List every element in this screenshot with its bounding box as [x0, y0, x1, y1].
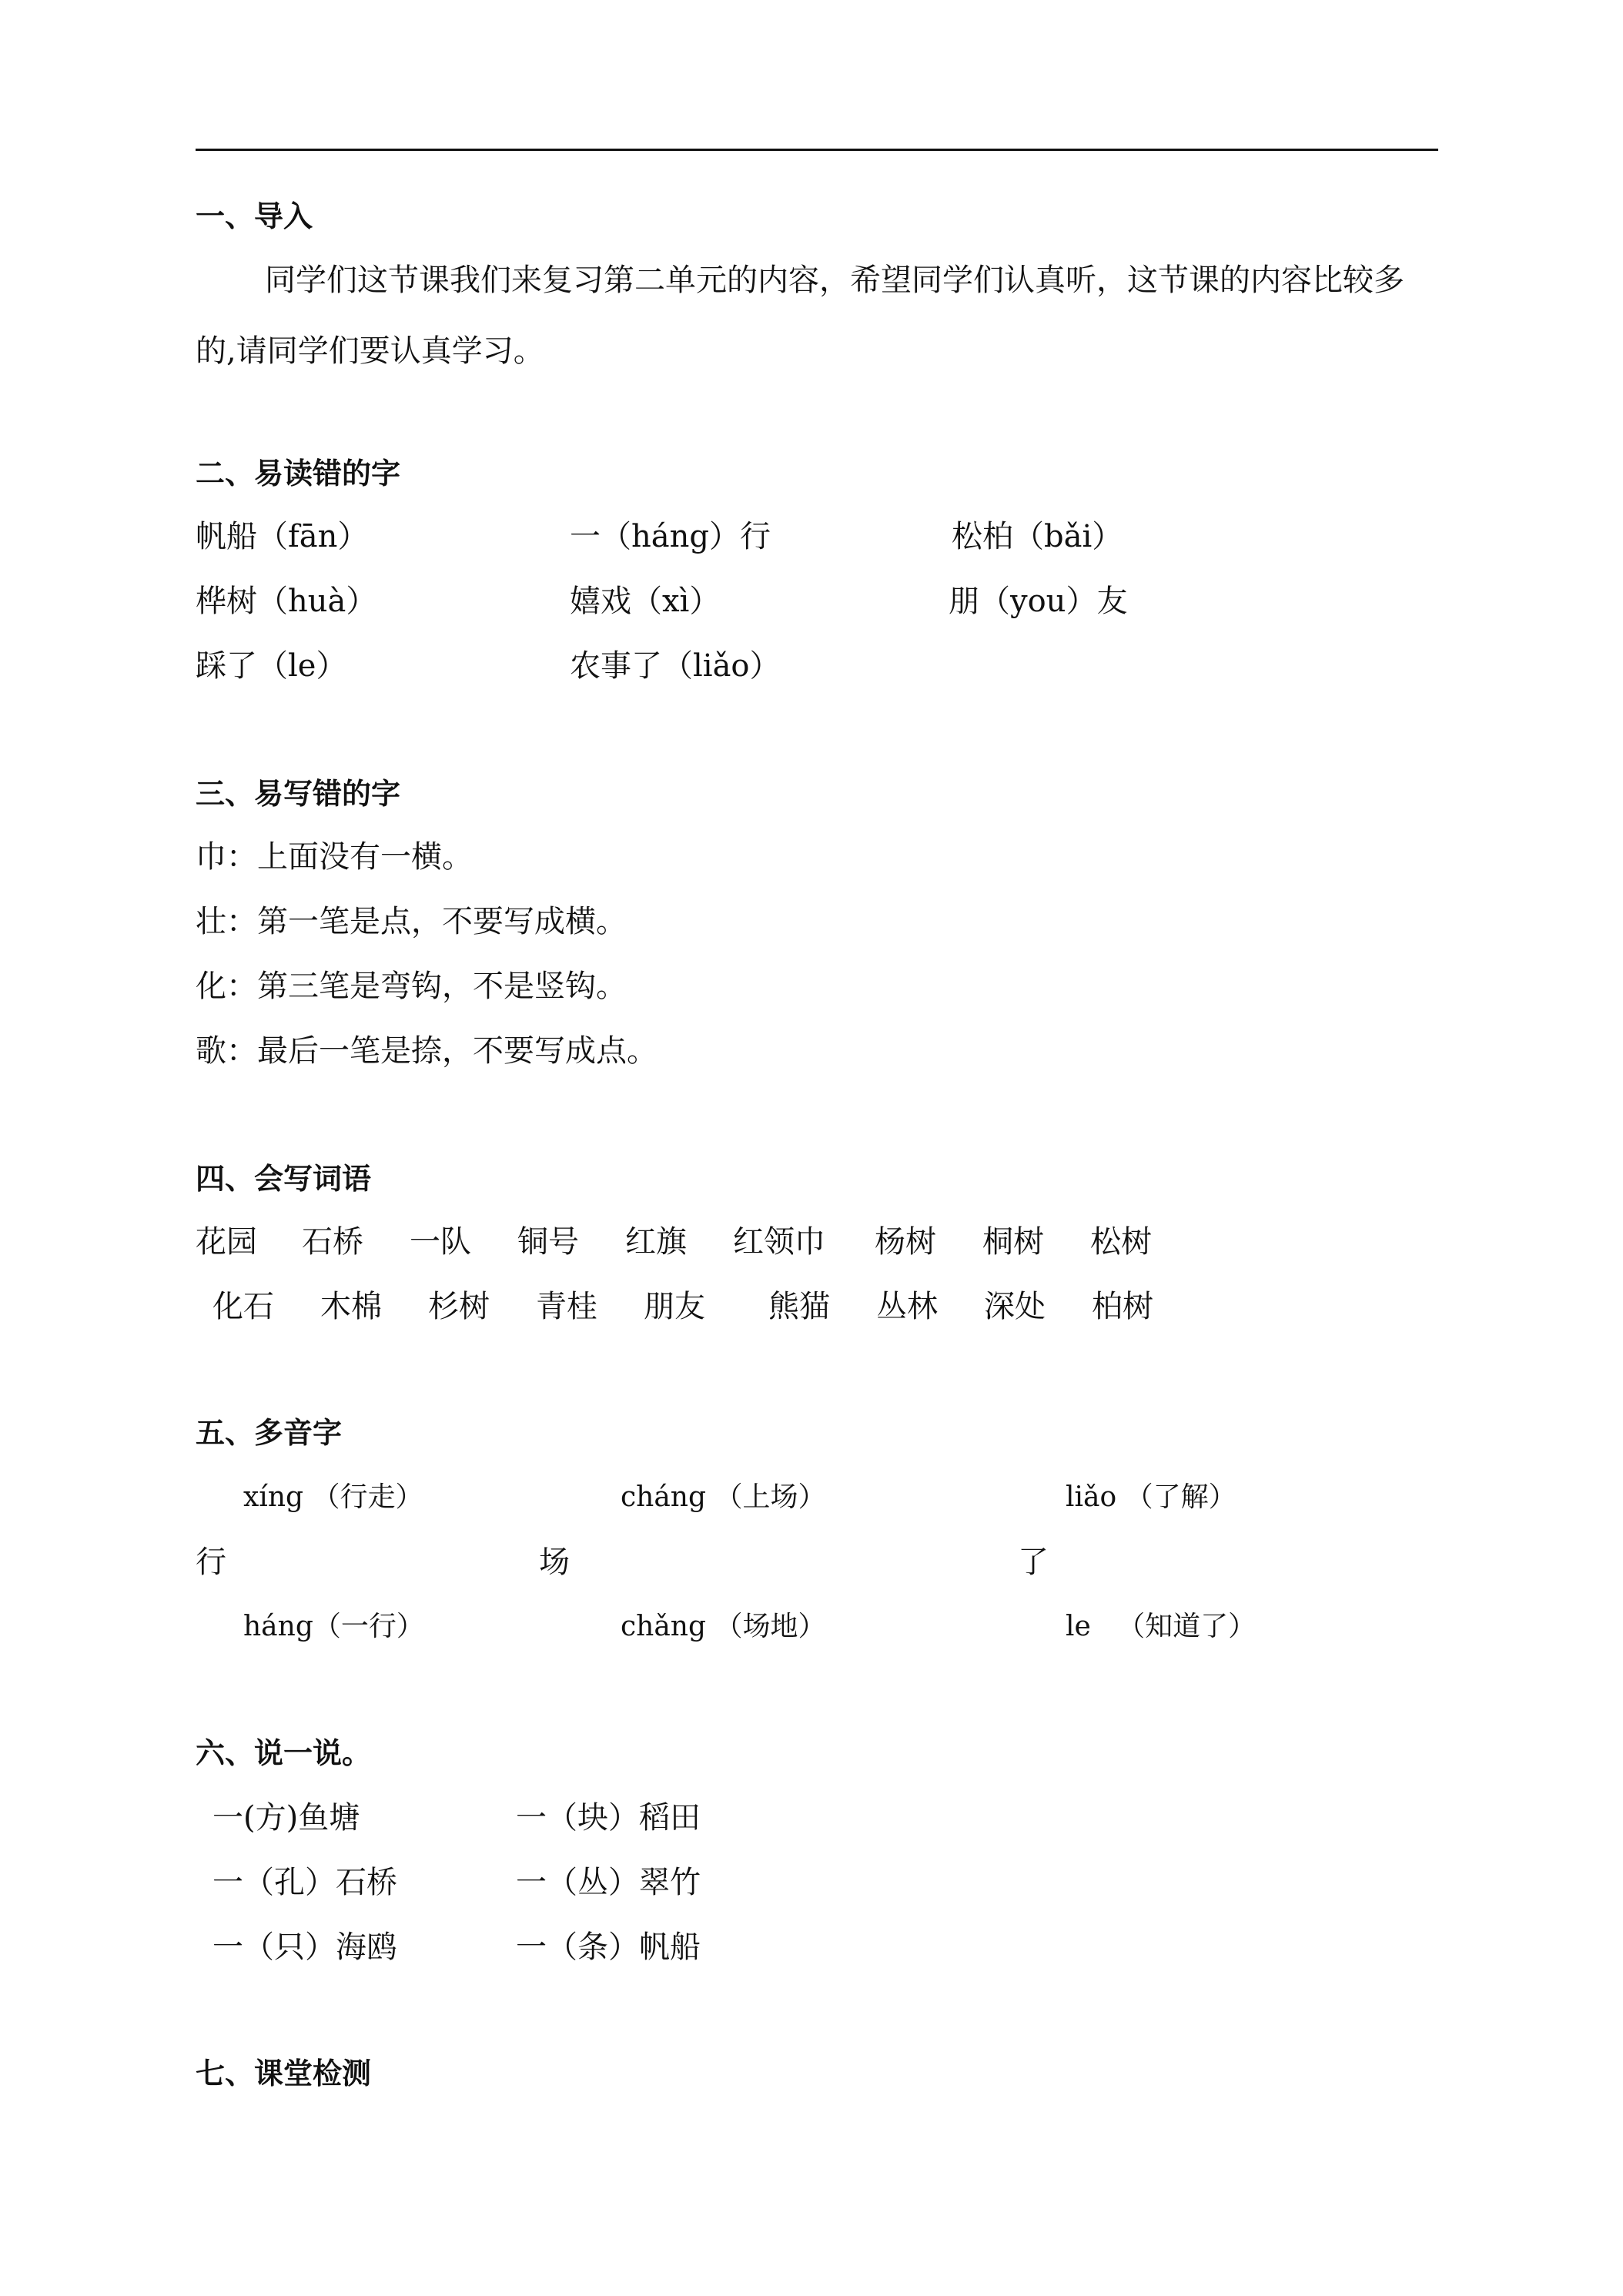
- misread-item: 帆船（fān）: [196, 519, 369, 554]
- misread-item: 桦树（huà）: [196, 584, 377, 619]
- section-1-title: 一、导入: [196, 199, 313, 233]
- measure-word-item: 一(方)鱼塘: [212, 1800, 360, 1836]
- word-item: 丛林: [876, 1289, 938, 1324]
- polyphone-char: 场: [539, 1545, 570, 1580]
- word-item: 一队: [410, 1224, 471, 1260]
- word-item: 红领巾: [733, 1224, 825, 1260]
- word-item: 红旗: [625, 1224, 687, 1260]
- polyphone-reading: liǎo （了解）: [1066, 1481, 1236, 1513]
- word-item: 杉树: [428, 1289, 490, 1324]
- miswrite-line: 化：第三笔是弯钩，不是竖钩。: [196, 969, 627, 1004]
- polyphone-reading: xíng （行走）: [243, 1481, 423, 1513]
- miswrite-line: 巾：上面没有一横。: [196, 839, 473, 875]
- measure-word-item: 一（丛）翠竹: [516, 1865, 701, 1900]
- polyphone-reading: cháng （上场）: [621, 1481, 826, 1513]
- word-item: 杨树: [875, 1224, 936, 1260]
- section-6-title: 六、说一说。: [196, 1736, 372, 1770]
- misread-item: 农事了（liǎo）: [570, 648, 781, 684]
- measure-word-item: 一（条）帆船: [516, 1930, 701, 1965]
- polyphone-reading: le （知道了）: [1066, 1611, 1257, 1642]
- measure-word-item: 一（块）稻田: [516, 1800, 701, 1836]
- word-item: 铜号: [517, 1224, 579, 1260]
- word-item: 化石: [212, 1289, 274, 1324]
- section-2-title: 二、易读错的字: [196, 457, 401, 490]
- word-item: 朋友: [644, 1289, 705, 1324]
- section-4-title: 四、会写词语: [196, 1162, 372, 1196]
- word-item: 石桥: [302, 1224, 363, 1260]
- section-3-title: 三、易写错的字: [196, 777, 401, 811]
- misread-item: 一（háng）行: [570, 519, 771, 554]
- word-item: 青桂: [536, 1289, 597, 1324]
- word-item: 熊猫: [768, 1289, 830, 1324]
- header-rule: [196, 149, 1438, 151]
- miswrite-line: 壮：第一笔是点，不要写成横。: [196, 904, 627, 939]
- miswrite-line: 歌：最后一笔是捺，不要写成点。: [196, 1033, 658, 1069]
- word-item: 花园: [196, 1224, 257, 1260]
- misread-item: 朋（you）友: [949, 584, 1128, 619]
- word-item: 桐树: [982, 1224, 1044, 1260]
- word-item: 木棉: [320, 1289, 382, 1324]
- polyphone-reading: háng（一行）: [243, 1611, 424, 1642]
- section-5-title: 五、多音字: [196, 1416, 343, 1450]
- measure-word-item: 一（只）海鸥: [212, 1930, 397, 1965]
- polyphone-reading: chǎng （场地）: [621, 1611, 826, 1642]
- polyphone-char: 行: [196, 1545, 226, 1580]
- word-item: 深处: [984, 1289, 1046, 1324]
- polyphone-char: 了: [1018, 1545, 1049, 1580]
- section-7-title: 七、课堂检测: [196, 2057, 372, 2090]
- misread-item: 松柏（bǎi）: [952, 519, 1123, 554]
- misread-item: 嬉戏（xì）: [570, 584, 721, 619]
- section-1-paragraph: 同学们这节课我们来复习第二单元的内容，希望同学们认真听，这节课的内容比较多的,请同学们要认真学习。: [196, 263, 1404, 369]
- word-item: 松树: [1090, 1224, 1152, 1260]
- misread-item: 踩了（le）: [196, 648, 347, 684]
- word-item: 柏树: [1092, 1289, 1153, 1324]
- measure-word-item: 一（孔）石桥: [212, 1865, 397, 1900]
